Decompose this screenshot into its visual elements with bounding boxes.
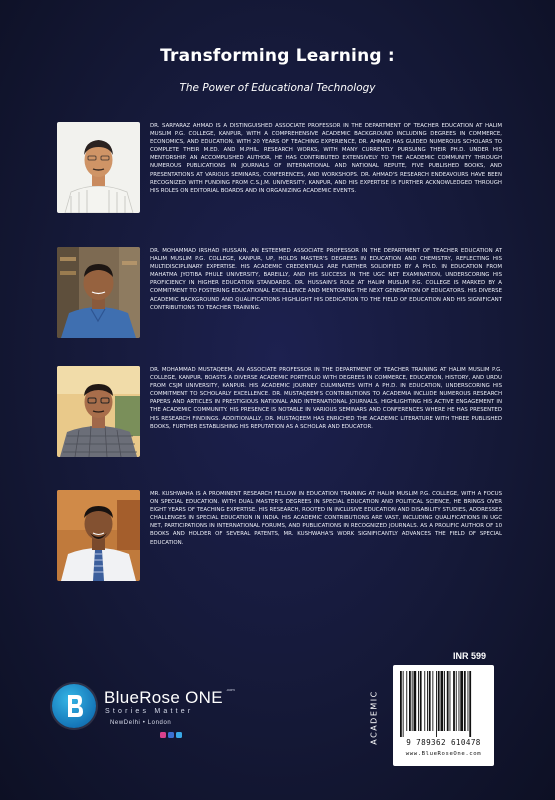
publisher-cities: NewDelhi • London: [110, 720, 172, 726]
publisher-name: BlueRose ONE: [104, 688, 223, 707]
author-bio-2: DR. MOHAMMAD IRSHAD HUSSAIN, AN ESTEEMED ASSOCIATE PROFESSOR IN THE DEPARTMENT OF TEACHER EDUCATION AT HALIM MUSLIM P.G. COLLEGE, KANPUR, UP, HOLDS MASTER'S DEGREES IN EDUCATION AND CHEMISTRY, REFLECTING HIS MULTIDISCIPLINARY EXPERTISE. HIS ACADEMIC CREDENTIALS ARE FURTHER SOLIDIFIED BY A PH.D. IN EDUCATION FROM MAHATMA JYOTIBA PHULE UNIVERSITY, BAREILLY, AND HIS SUCCESS IN THE UGC NET EXAMINATION, UNDERSCORING HIS PROFICIENCY IN HIGHER EDUCATION STANDARDS. DR. HUSSAIN'S ROLE AT HALIM MUSLIM P.G. COLLEGE IS MARKED BY A COMMITMENT TO FOSTERING EDUCATIONAL EXCELLENCE AND MENTORING THE NEXT GENERATION OF EDUCATORS. HIS DIVERSE ACADEMIC BACKGROUND AND QUALIFICATIONS HIGHLIGHT HIS DEDICATION TO THE FIELD OF EDUCATION AND HIS SIGNIFICANT CONTRIBUTIONS TO TEACHER TRAINING.: [150, 248, 502, 311]
barcode-bar: [456, 671, 457, 731]
barcode-bar: [432, 671, 433, 731]
genre-label: [362, 690, 386, 745]
barcode-bar: [469, 671, 471, 737]
barcode-bar: [464, 671, 466, 731]
barcode-bar: [427, 671, 428, 731]
social-icons: [160, 732, 182, 738]
author-photo-2: [57, 247, 140, 338]
price-label: INR 599: [453, 651, 487, 661]
genre-text: ACADEMIC: [369, 690, 379, 745]
barcode-bar: [460, 671, 463, 731]
author-bio-4: MR. KUSHWAHA IS A PROMINENT RESEARCH FELLOW IN EDUCATION TRAINING AT HALIM MUSLIM P.G. COLLEGE, WITH A FOCUS ON SPECIAL EDUCATION. WITH DUAL MASTER'S DEGREES IN SPECIAL EDUCATION AND POLITICAL SCIENCE, HE BRINGS OVER EIGHT YEARS OF TEACHING EXPERTISE. HIS RESEARCH, ROOTED IN INCLUSIVE EDUCATION AND DISABILITY STUDIES, ADDRESSES CHALLENGES IN SPECIAL EDUCATION IN INDIA. HIS ACADEMIC CONTRIBUTIONS ARE VAST, INCLUDING QUALIFICATIONS IN UGC NET, PARTICIPATIONS IN INTERNATIONAL FORUMS, AND PUBLICATIONS IN RECOGNIZED JOURNALS. AS A PROLIFIC AUTHOR OF 10 BOOKS AND HOLDER OF SEVERAL PATENTS, MR. KUSHWAHA'S WORK SIGNIFICANTLY ADVANCES THE FIELD OF SPECIAL EDUCATION.: [150, 491, 502, 546]
cover-subtitle: The Power of Educational Technology: [179, 82, 376, 94]
twitter-icon: [176, 732, 182, 738]
barcode-bar: [438, 671, 440, 731]
barcode-icon: [398, 671, 489, 737]
barcode-bar: [406, 671, 407, 731]
barcode-bar: [429, 671, 431, 731]
author-block-2: [57, 247, 502, 339]
author-block-3: [57, 366, 502, 458]
barcode-bar: [444, 671, 445, 731]
publisher-trademark: .com: [226, 687, 235, 692]
publisher-website: www.BlueRoseOne.com: [405, 751, 482, 757]
barcode-bar: [441, 671, 444, 731]
author-block-1: [57, 122, 502, 214]
cover-title: Transforming Learning :: [160, 46, 395, 66]
bluerose-logo-icon: [52, 684, 96, 728]
barcode-bar: [400, 671, 402, 737]
author-photo-1: [57, 122, 140, 213]
barcode-bar: [418, 671, 419, 731]
barcode-bar: [424, 671, 425, 731]
barcode-bar: [420, 671, 422, 731]
author-bio-1: DR. SARFARAZ AHMAD IS A DISTINGUISHED ASSOCIATE PROFESSOR IN THE DEPARTMENT OF TEACHER EDUCATION AT HALIM MUSLIM P.G. COLLEGE, KANPUR, WITH A COMPREHENSIVE ACADEMIC BACKGROUND INCLUDING DEGREES IN COMMERCE, ECONOMICS, AND EDUCATION. WITH 20 YEARS OF TEACHING EXPERIENCE, DR. AHMAD HAS GUIDED NUMEROUS SCHOLARS TO COMPLETE THEIR M.ED. AND M.PHIL. RESEARCH WORKS, WITH MANY CURRENTLY PURSUING THEIR PH.D. UNDER HIS MENTORSHIP. AN ACCOMPLISHED AUTHOR, HE HAS CONTRIBUTED EXTENSIVELY TO THE ACADEMIC COMMUNITY THROUGH NUMEROUS PUBLICATIONS IN JOURNALS OF INTERNATIONAL AND NATIONAL REPUTE, FIVE PUBLISHED BOOKS, AND PRESENTATIONS AT VARIOUS SEMINARS, CONFERENCES, AND WORKSHOPS. DR. AHMAD'S RESEARCH ENDEAVOURS HAVE BEEN RECOGNIZED WITH FUNDING FROM C.S.J.M. UNIVERSITY, KANPUR, AND HIS EXPERTISE IS FURTHER ACKNOWLEDGED THROUGH HIS ROLES ON EDITORIAL BOARDS AND IN ORGANIZING ACADEMIC EVENTS.: [150, 123, 502, 194]
instagram-icon: [160, 732, 166, 738]
barcode-bar: [409, 671, 411, 731]
barcode-bar: [436, 671, 437, 737]
author-bio-3: DR. MOHAMMAD MUSTAQEEM, AN ASSOCIATE PROFESSOR IN THE DEPARTMENT OF TEACHER TRAINING AT HALIM MUSLIM P.G. COLLEGE, KANPUR, BOASTS A DIVERSE ACADEMIC PORTFOLIO WITH DEGREES IN COMMERCE, EDUCATION, HISTORY, AND URDU FROM CSJM UNIVERSITY, KANPUR. HIS ACADEMIC JOURNEY CULMINATES WITH A PH.D. IN EDUCATION, UNDERSCORING HIS COMMITMENT TO SCHOLARLY EXCELLENCE. DR. MUSTAQEEM'S CONTRIBUTIONS TO ACADEMIA INCLUDE NUMEROUS RESEARCH PAPERS AND ARTICLES IN PRESTIGIOUS NATIONAL AND INTERNATIONAL JOURNALS, HIGHLIGHTING HIS ACTIVE ENGAGEMENT IN THE ACADEMIC COMMUNITY. HIS PRESENCE IS NOTABLE IN VARIOUS SEMINARS AND CONFERENCES WHERE HE HAS PRESENTED HIS RESEARCH FINDINGS. ADDITIONALLY, DR. MUSTAQEEM HAS ENRICHED THE ACADEMIC LITERATURE WITH THREE PUBLISHED BOOKS, FURTHER ESTABLISHING HIS REPUTATION AS A SCHOLAR AND EDUCATOR.: [150, 367, 502, 430]
publisher-tagline: Stories Matter: [105, 708, 194, 715]
isbn-number: 9 789362 610478: [406, 738, 481, 747]
author-photo-4: [57, 490, 140, 581]
facebook-icon: [168, 732, 174, 738]
barcode-bar: [412, 671, 413, 731]
barcode-bar: [414, 671, 417, 731]
barcode-bar: [453, 671, 455, 731]
author-photo-3: [57, 366, 140, 457]
barcode-bar: [450, 671, 451, 731]
barcode-bar: [468, 671, 469, 731]
barcode-bar: [459, 671, 460, 731]
author-block-4: [57, 490, 502, 582]
publisher-logo: [52, 684, 242, 744]
barcode-bar: [403, 671, 404, 737]
barcode-bar: [447, 671, 449, 731]
isbn-barcode: [393, 665, 494, 766]
